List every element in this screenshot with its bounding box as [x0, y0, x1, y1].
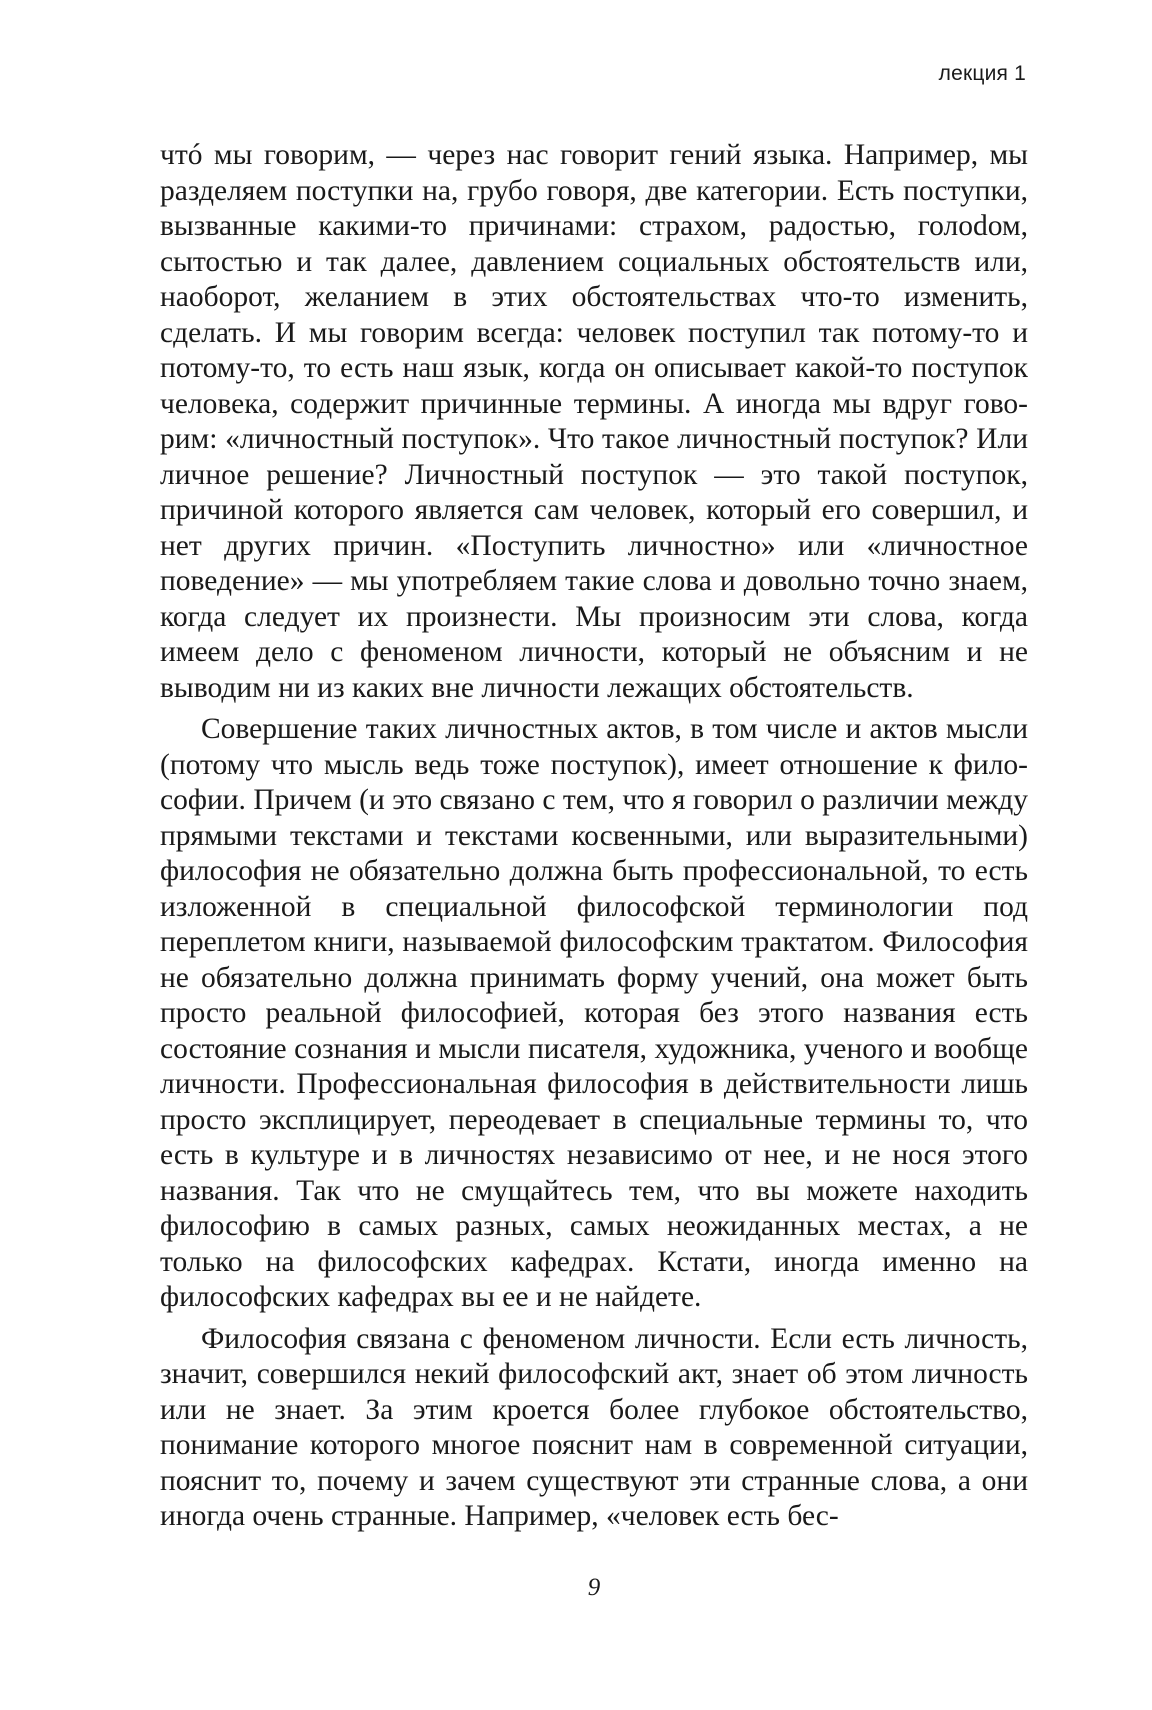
paragraph-1: чтó мы говорим, — через нас говорит гений языка. Например, мы разделяем поступки на, грубо говоря, две категории. Есть поступки, вызванные какими-то причинами: страхом, радостью, голоdом, сытостью и так далее, давлением социальных обстоятельств или, наоборот, желанием в этих обстоятельствах что-то изменить, сделать. И мы говорим всегда: человек поступил так потому-то и потому-то, то есть наш язык, когда он описывает какой-то поступок человека, содержит причинные термины. А иногда мы вдруг говорим: «личностный поступок». Что такое личностный поступок? Или личное решение? Личностный поступок — это такой поступок, причиной которого является сам человек, который его совершил, и нет других причин. «Поступить личностно» или «личностное поведение» — мы употребляем такие слова и довольно точно знаем, когда следует их произнести. Мы произносим эти слова, когда имеем дело с феноменом личности, который не объясним и не выводим ни из каких вне личности лежащих обстоятельств.: [160, 139, 1028, 704]
running-head: лекция 1: [938, 62, 1026, 85]
page-number: 9: [587, 1574, 601, 1601]
paragraph-3: Философия связана с феноменом личности. Если есть личность, значит, совершился некий философский акт, знает об этом личность или не знает. За этим кроется более глубокое обстоятельство, понимание которого многое пояснит нам в современной ситуации, пояснит то, почему и зачем существуют эти странные слова, а они иногда очень странные. Например, «человек есть бес-: [160, 1322, 1028, 1532]
body-text: [160, 138, 1028, 1535]
paragraph-2: Совершение таких личностных актов, в том числе и актов мысли (потому что мысль ведь тоже поступок), имеет отношение к философии. Причем (и это связано с тем, что я говорил о различии между прямыми текстами и текстами косвенными, или выразительными) философия не обязательно должна быть профессиональной, то есть изложенной в специальной философской терминологии под переплетом книги, называемой философским трактатом. Философия не обязательно должна принимать форму учений, она может быть просто реальной философией, которая без этого названия есть состояние сознания и мысли писателя, художника, ученого и вообще личности. Профессиональная философия в действительности лишь просто эксплицирует, переодевает в специальные термины то, что есть в культуре и в личностях независимо от нее, и не нося этого названия. Так что не смущайтесь тем, что вы можете находить философию в самых разных, самых неожиданных местах, а не только на философских кафедрах. Кстати, иногда именно на философских кафедрах вы ее и не найдете.: [160, 713, 1028, 1313]
